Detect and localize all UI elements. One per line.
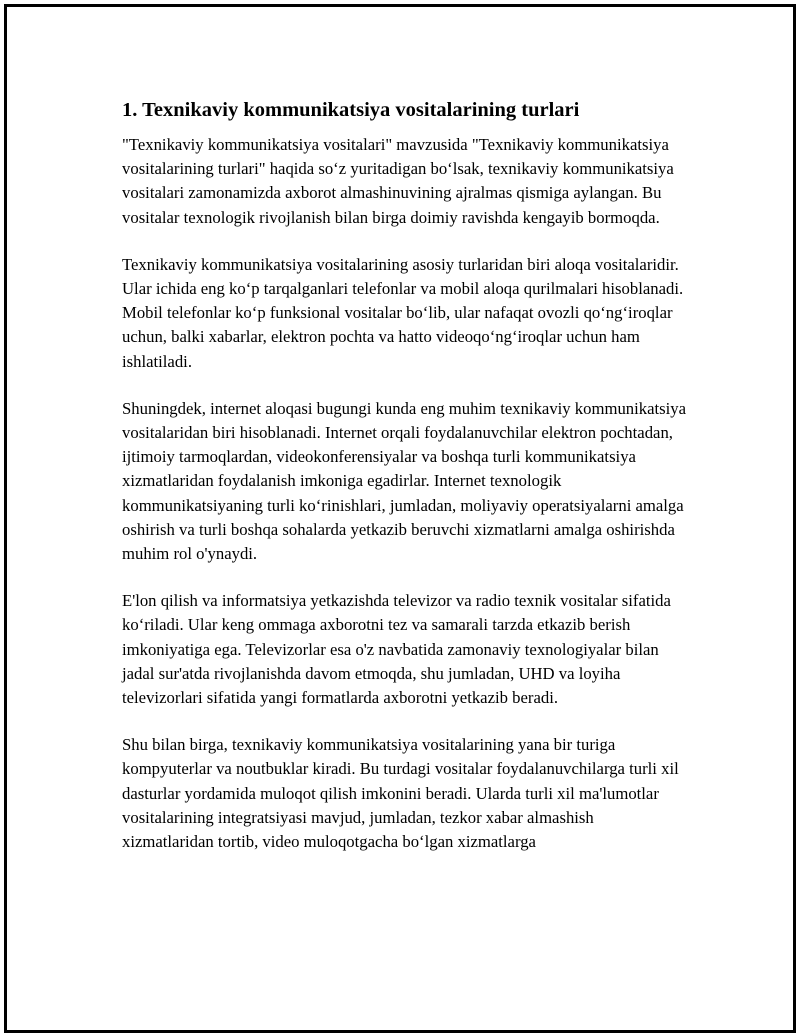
paragraph-5: Shu bilan birga, texnikaviy kommunikatsiya vositalarining yana bir turiga kompyuterlar va noutbuklar kiradi. Bu turdagi vositalar foydalanuvchilarga turli xil dasturlar yordamida muloqot qilish imkonini beradi. Ularda turli xil ma'lumotlar vositalarining integratsiyasi mavjud, jumladan, tezkor xabar almashish xizmatlaridan tortib, video muloqotgacha bo‘lgan xizmatlarga [122,735,679,852]
document-body [122,97,687,877]
paragraph-2: Texnikaviy kommunikatsiya vositalarining asosiy turlaridan biri aloqa vositalaridir. Ular ichida eng ko‘p tarqalganlari telefonlar va mobil aloqa qurilmalari hisoblanadi. Mobil telefonlar ko‘p funksional vositalar bo‘lib, ular nafaqat ovozli qo‘ng‘iroqlar uchun, balki xabarlar, elektron pochta va hatto videoqo‘ng‘iroqlar uchun ham ishlatiladi. [122,254,684,371]
page-frame [4,4,796,1033]
paragraph-4: E'lon qilish va informatsiya yetkazishda televizor va radio texnik vositalar sifatida ko‘riladi. Ular keng ommaga axborotni tez va samarali tarzda etkazib berish imkoniyatiga ega. Televizorlar esa o'z navbatida zamonaviy texnologiyalar bilan jadal sur'atda rivojlanishda davom etmoqda, shu jumladan, UHD va loyiha televizorlari sifatida yangi formatlarda axborotni yetkazib beradi. [122,591,671,708]
paragraph-1: "Texnikaviy kommunikatsiya vositalari" mavzusida "Texnikaviy kommunikatsiya vositalarining turlari" haqida so‘z yuritadigan bo‘lsak, texnikaviy kommunikatsiya vositalari zamonamizda axborot almashinuvining ajralmas qismiga aylangan. Bu vositalar texnologik rivojlanish bilan birga doimiy ravishda kengayib bormoqda. [122,135,674,227]
section-heading: 1. Texnikaviy kommunikatsiya vositalarining turlari [122,99,580,121]
paragraph-3: Shuningdek, internet aloqasi bugungi kunda eng muhim texnikaviy kommunikatsiya vositalaridan biri hisoblanadi. Internet orqali foydalanuvchilar elektron pochtadan, ijtimoiy tarmoqlardan, videokonferensiyalar va boshqa turli kommunikatsiya xizmatlaridan foydalanish imkoniga egadirlar. Internet texnologik kommunikatsiyaning turli ko‘rinishlari, jumladan, moliyaviy operatsiyalarni amalga oshirish va turli boshqa sohalarda yetkazib beruvchi xizmatlarni amalga oshirishda muhim rol o'ynaydi. [122,398,687,564]
